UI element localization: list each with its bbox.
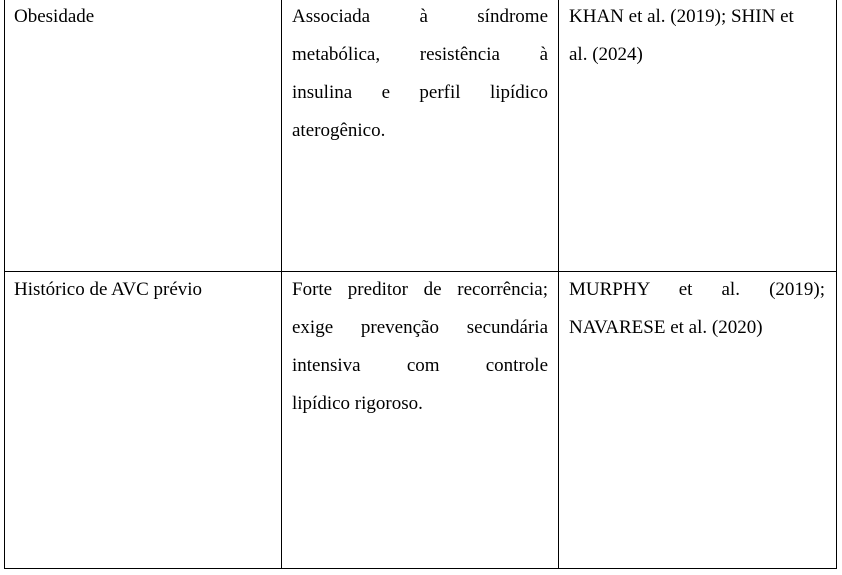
reference-line: NAVARESE et al. (2020) bbox=[569, 317, 763, 338]
description-line: Forte preditor de recorrência; bbox=[292, 279, 548, 300]
table-row-1-description bbox=[292, 0, 548, 150]
table-border-bottom bbox=[4, 568, 837, 569]
description-line: lipídico rigoroso. bbox=[292, 393, 423, 414]
reference-line: MURPHY et al. (2019); bbox=[569, 279, 825, 300]
table-row-2-description bbox=[292, 271, 548, 423]
table-row-1-references bbox=[569, 0, 831, 74]
description-line: intensiva com controle bbox=[292, 355, 548, 376]
description-line: aterogênico. bbox=[292, 120, 386, 141]
table-row-1-factor: Obesidade bbox=[14, 6, 95, 27]
description-line: metabólica, resistência à bbox=[292, 44, 548, 65]
table-row-2-factor: Histórico de AVC prévio bbox=[14, 279, 203, 300]
table-row-2-references bbox=[569, 271, 825, 347]
description-line: insulina e perfil lipídico bbox=[292, 82, 548, 103]
column-divider-1 bbox=[281, 0, 282, 569]
table-border-left bbox=[4, 0, 5, 569]
description-line: Associada à síndrome bbox=[292, 6, 548, 27]
table-border-right bbox=[836, 0, 837, 569]
reference-line: al. (2024) bbox=[569, 44, 643, 65]
reference-line: KHAN et al. (2019); SHIN et bbox=[569, 6, 794, 27]
column-divider-2 bbox=[558, 0, 559, 569]
description-line: exige prevenção secundária bbox=[292, 317, 548, 338]
